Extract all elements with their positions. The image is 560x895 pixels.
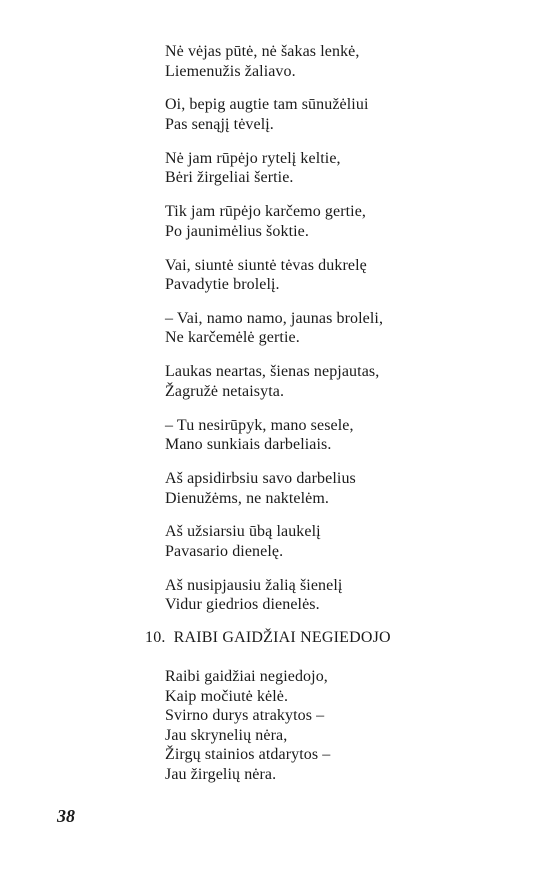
stanza [165,42,465,81]
verse-line: Aš užsiarsiu ūbą laukelį [165,523,321,541]
verse-line: Jau skrynelių nėra, [165,726,288,744]
verse-line: Vai, siuntė siuntė tėvas dukrelę [165,256,367,274]
poem-continued [165,42,465,629]
song-number: 10. [145,629,166,646]
stanza [165,522,465,561]
stanza [165,469,465,508]
stanza [165,256,465,295]
verse-line: Žagružė netaisyta. [165,382,285,400]
verse-line: Tik jam rūpėjo karčemo gertie, [165,203,367,221]
verse-line: Pavadytie brolelį. [165,276,280,294]
verse-line: Dienužėms, ne naktelėm. [165,489,330,507]
verse-line: Aš nusipjausiu žalią šienelį [165,576,343,594]
stanza [165,362,465,401]
verse-line: Ne karčemėlė gertie. [165,329,300,347]
verse-line: Nė jam rūpėjo rytelį keltie, [165,149,341,167]
stanza [165,309,465,348]
verse-line: Laukas neartas, šienas nepjautas, [165,363,380,381]
verse-line: Liemenužis žaliavo. [165,62,296,80]
verse-line: Kaip močiutė kėlė. [165,687,289,705]
stanza [165,416,465,455]
verse-line: Svirno durys atrakytos – [165,707,325,725]
verse-line: Pas senąjį tėvelį. [165,115,274,133]
verse-line: Mano sunkiais darbeliais. [165,436,332,454]
verse-line: Po jaunimėlius šoktie. [165,222,309,240]
stanza [165,149,465,188]
stanza [165,576,465,615]
verse-line: Žirgų stainios atdarytos – [165,746,331,764]
song-title: RAIBI GAIDŽIAI NEGIEDOJO [173,629,391,646]
verse-line: Vidur giedrios dienelės. [165,596,320,614]
stanza [165,202,465,241]
verse-line: Jau žirgelių nėra. [165,765,277,783]
verse-line: Pavasario dienelę. [165,542,284,560]
verse-line: Oi, bepig augtie tam sūnužėliui [165,96,369,114]
verse-line: – Tu nesirūpyk, mano sesele, [165,416,354,434]
song-heading [145,628,391,648]
verse-line: Nė vėjas pūtė, nė šakas lenkė, [165,43,360,60]
verse-line: Raibi gaidžiai negiedojo, [165,668,328,685]
verse-line: – Vai, namo namo, jaunas broleli, [165,309,384,327]
verse-line: Aš apsidirbsiu savo darbelius [165,470,356,487]
stanza [165,95,465,134]
page-number: 38 [57,806,75,826]
song-10-verse [165,667,465,785]
verse-line: Bėri žirgeliai šertie. [165,169,294,187]
